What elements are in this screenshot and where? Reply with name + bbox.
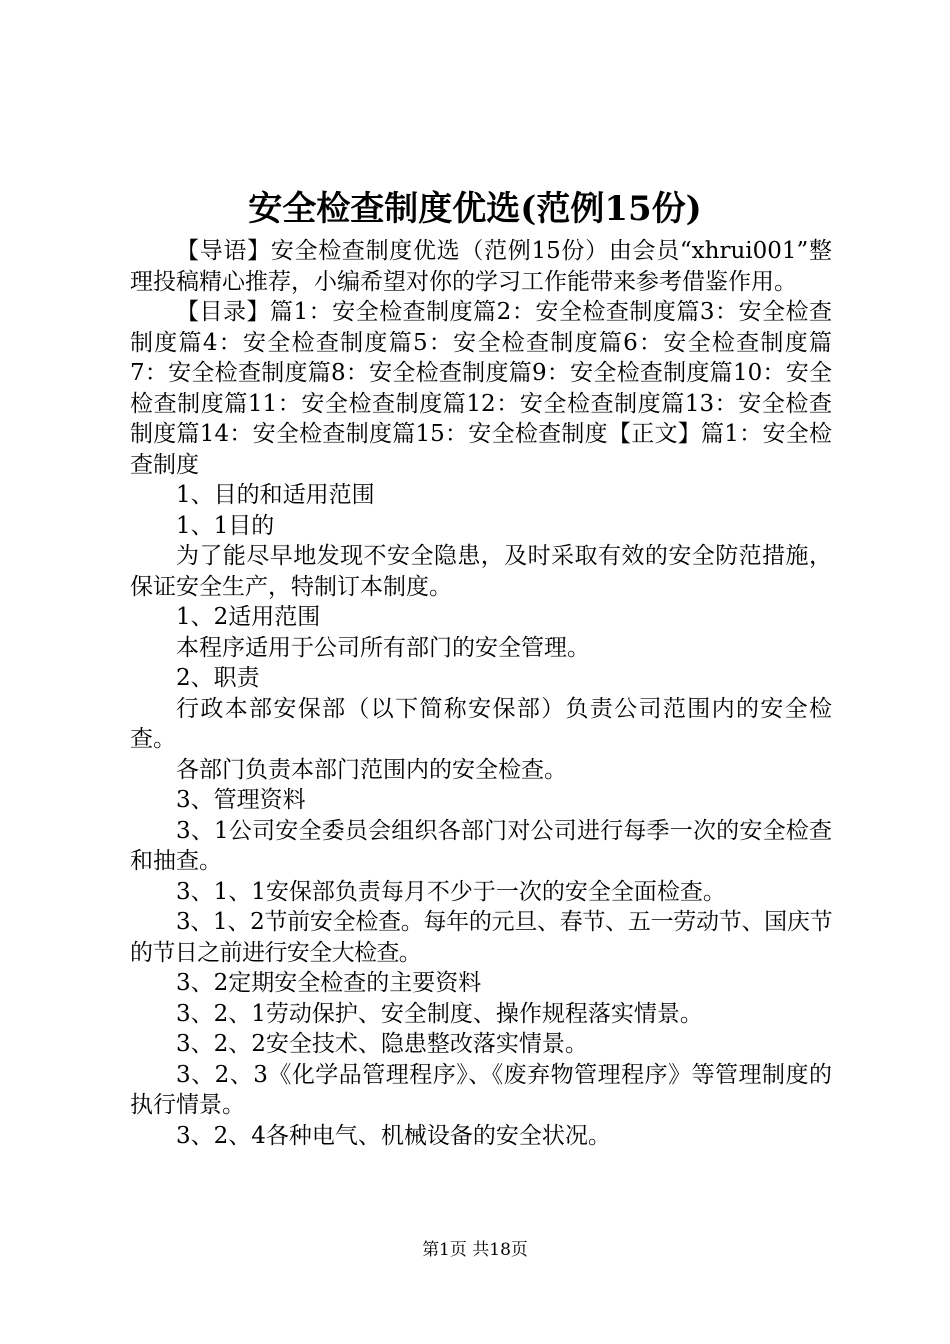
document-body	[130, 236, 832, 1151]
body-paragraph: 行政本部安保部（以下简称安保部）负责公司范围内的安全检查。	[130, 695, 832, 752]
document-title: 安全检查制度优选(范例15份)	[248, 189, 702, 229]
subsection-heading: 3、2定期安全检查的主要资料	[176, 970, 482, 996]
body-paragraph: 3、2、4各种电气、机械设备的安全状况。	[176, 1122, 611, 1149]
toc-paragraph: 【目录】篇1：安全检查制度篇2：安全检查制度篇3：安全检查制度篇4：安全检查制度篇5：安全检查制度篇6：安全检查制度篇7：安全检查制度篇8：安全检查制度篇9：安全检查制度篇10：安全检查制度篇11：安全检查制度篇12：安全检查制度篇13：安全检查制度篇14：安全检查制度篇15：安全检查制度【正文】篇1：安全检查制度	[130, 299, 832, 478]
body-paragraph: 3、1公司安全委员会组织各部门对公司进行每季一次的安全检查和抽查。	[130, 817, 832, 874]
body-paragraph: 3、2、1劳动保护、安全制度、操作规程落实情景。	[176, 1000, 703, 1027]
body-paragraph: 本程序适用于公司所有部门的安全管理。	[176, 634, 590, 661]
body-paragraph: 3、2、2安全技术、隐患整改落实情景。	[176, 1031, 588, 1057]
subsection-heading: 1、1目的	[176, 512, 275, 539]
body-paragraph: 3、1、2节前安全检查。每年的元旦、春节、五一劳动节、国庆节的节日之前进行安全大检查。	[130, 909, 832, 966]
body-paragraph: 各部门负责本部门范围内的安全检查。	[176, 756, 567, 783]
body-paragraph: 3、1、1安保部负责每月不少于一次的安全全面检查。	[176, 878, 726, 905]
page-number-footer: 第1页 共18页	[422, 1240, 528, 1260]
section-heading: 3、管理资料	[176, 787, 306, 813]
intro-paragraph: 【导语】安全检查制度优选（范例15份）由会员“xhrui001”整理投稿精心推荐，小编希望对你的学习工作能带来参考借鉴作用。	[130, 238, 832, 295]
body-paragraph: 为了能尽早地发现不安全隐患，及时采取有效的安全防范措施，保证安全生产，特制订本制度。	[130, 543, 832, 600]
subsection-heading: 1、2适用范围	[176, 604, 321, 630]
body-paragraph: 3、2、3《化学品管理程序》、《废弃物管理程序》等管理制度的执行情景。	[130, 1061, 832, 1118]
section-heading: 1、目的和适用范围	[176, 482, 375, 508]
section-heading: 2、职责	[176, 665, 260, 691]
